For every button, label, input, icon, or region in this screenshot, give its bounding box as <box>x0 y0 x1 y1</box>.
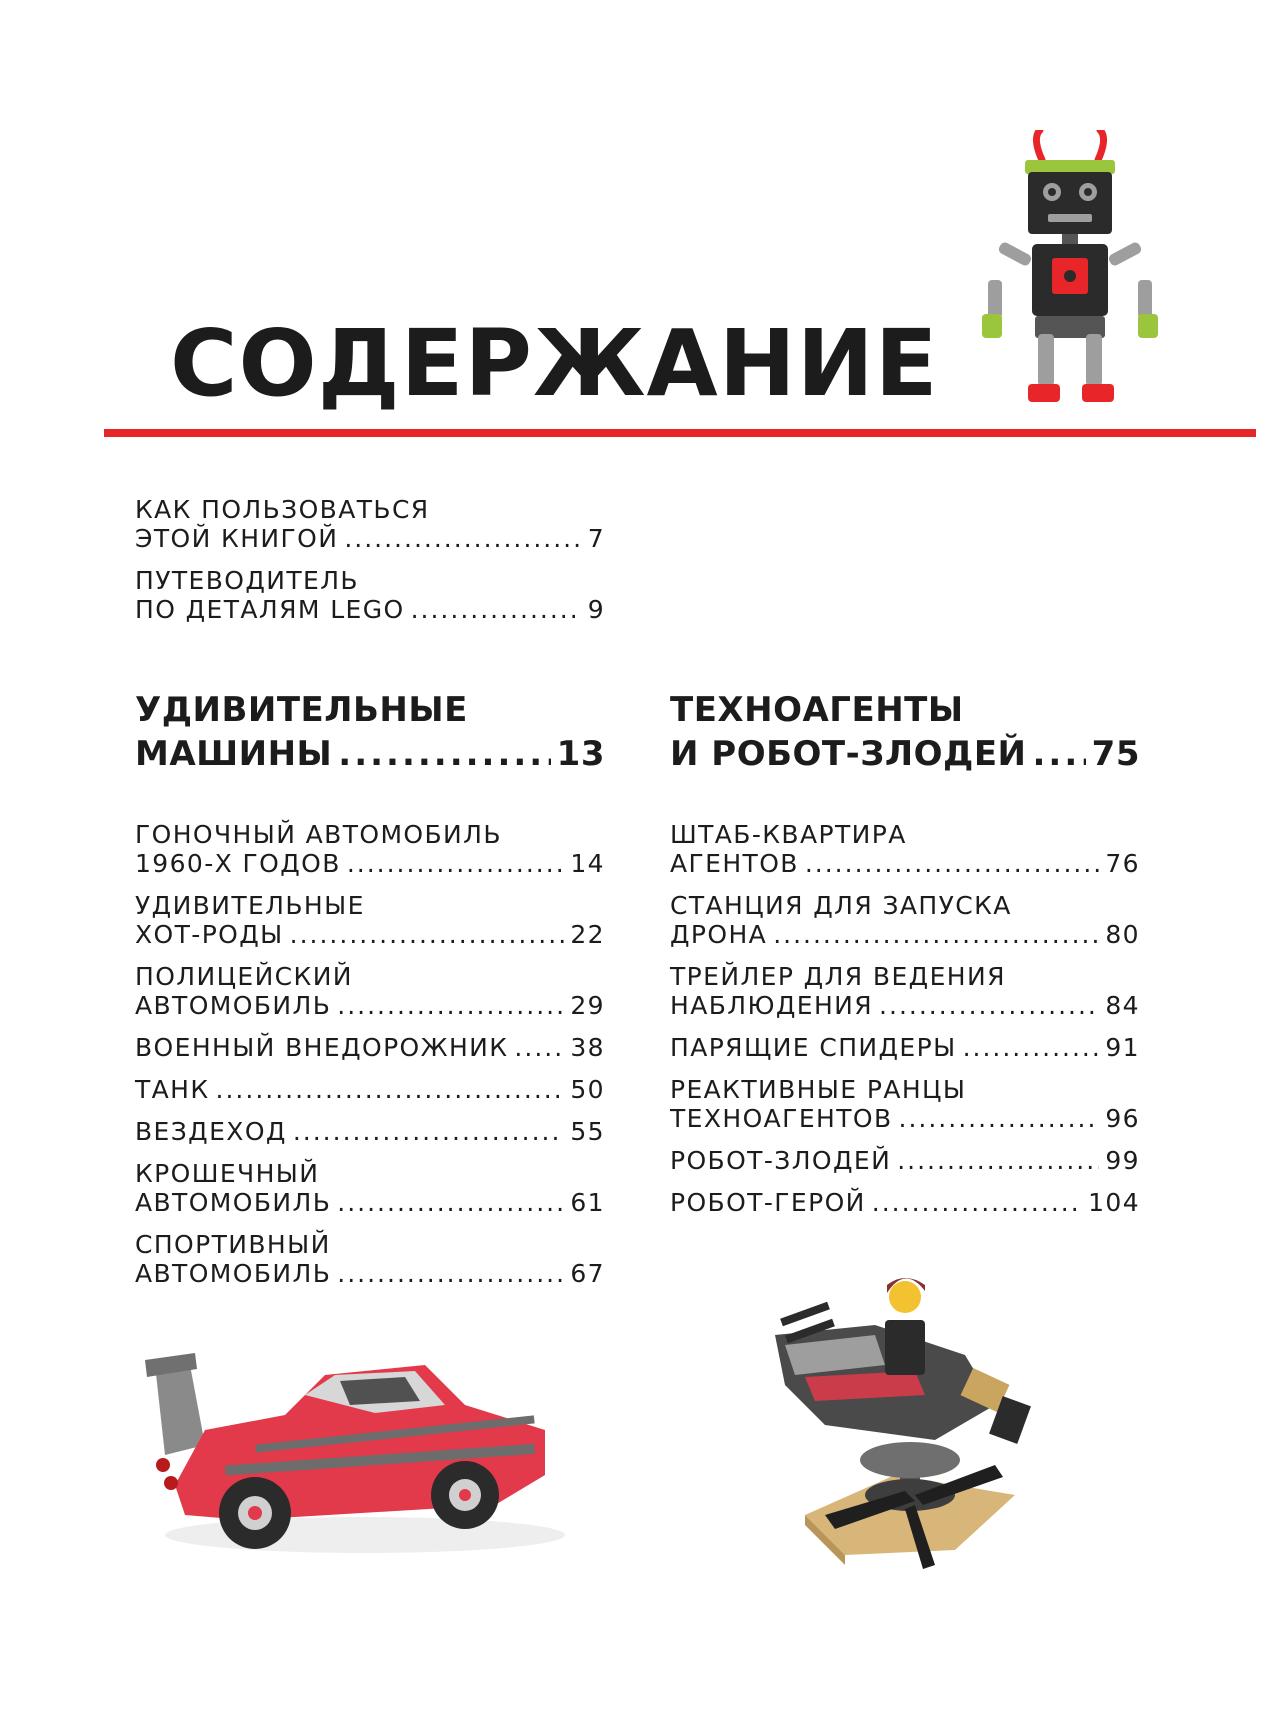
toc-entry-title-line: УДИВИТЕЛЬНЫЕ <box>135 891 365 920</box>
toc-entry-title-line: ПУТЕВОДИТЕЛЬ <box>135 566 359 595</box>
toc-entry-title: РОБОТ-ЗЛОДЕЙ <box>670 1146 892 1175</box>
toc-entry-title: ХОТ-РОДЫ <box>135 920 284 949</box>
page-number: 91 <box>1105 1033 1140 1062</box>
section-page-number: 13 <box>556 734 605 774</box>
toc-entry-title-line: КРОШЕЧНЫЙ <box>135 1159 320 1188</box>
page-number: 55 <box>570 1117 605 1146</box>
dot-leader <box>337 1188 564 1217</box>
toc-entry-title-line: РЕАКТИВНЫЕ РАНЦЫ <box>670 1075 967 1104</box>
page-number: 38 <box>570 1033 605 1062</box>
page-number: 84 <box>1105 991 1140 1020</box>
toc-entry-title-line: КАК ПОЛЬЗОВАТЬСЯ <box>135 495 430 524</box>
toc-entry-title-line: ПОЛИЦЕЙСКИЙ <box>135 962 353 991</box>
toc-entry[interactable] <box>670 820 1140 878</box>
toc-entry[interactable] <box>670 1146 1140 1175</box>
page-number: 14 <box>570 849 605 878</box>
toc-entry-title: ТЕХНОАГЕНТОВ <box>670 1104 893 1133</box>
page-number: 99 <box>1105 1146 1140 1175</box>
page-number: 50 <box>570 1075 605 1104</box>
toc-entry-title: НАБЛЮДЕНИЯ <box>670 991 874 1020</box>
toc-entry[interactable] <box>670 1188 1140 1217</box>
dot-leader <box>411 595 582 624</box>
toc-entry-title: ПАРЯЩИЕ СПИДЕРЫ <box>670 1033 957 1062</box>
dot-leader <box>805 849 1100 878</box>
dot-leader <box>216 1075 565 1104</box>
dot-leader <box>293 1117 565 1146</box>
page-title: СОДЕРЖАНИЕ <box>170 310 939 417</box>
toc-entry-title: АВТОМОБИЛЬ <box>135 991 332 1020</box>
lego-speeder-image <box>765 1265 1075 1575</box>
toc-entry[interactable] <box>135 1159 605 1217</box>
page-number: 76 <box>1105 849 1140 878</box>
section-amazing-machines <box>135 688 605 1301</box>
page-number: 96 <box>1105 1104 1140 1133</box>
section-heading[interactable] <box>670 688 1140 776</box>
section-heading[interactable] <box>135 688 605 776</box>
dot-leader <box>899 1104 1100 1133</box>
toc-entry[interactable] <box>135 1033 605 1062</box>
toc-entry-title: АВТОМОБИЛЬ <box>135 1259 332 1288</box>
section-title-line: ТЕХНОАГЕНТЫ <box>670 690 964 730</box>
toc-entry-title-line: СТАНЦИЯ ДЛЯ ЗАПУСКА <box>670 891 1012 920</box>
dot-leader <box>338 732 550 776</box>
page-number: 22 <box>570 920 605 949</box>
toc-entry[interactable] <box>135 566 605 624</box>
toc-entry-title-line: СПОРТИВНЫЙ <box>135 1230 331 1259</box>
toc-entry[interactable] <box>670 891 1140 949</box>
page-number: 80 <box>1105 920 1140 949</box>
toc-entry-title: ЭТОЙ КНИГОЙ <box>135 524 339 553</box>
dot-leader <box>963 1033 1100 1062</box>
toc-entry[interactable] <box>135 820 605 878</box>
toc-entry[interactable] <box>670 1075 1140 1133</box>
toc-entry[interactable] <box>135 495 605 553</box>
toc-entry-title: АВТОМОБИЛЬ <box>135 1188 332 1217</box>
dot-leader <box>872 1188 1082 1217</box>
dot-leader <box>347 849 565 878</box>
section-title: И РОБОТ-ЗЛОДЕЙ <box>670 734 1027 774</box>
dot-leader <box>897 1146 1099 1175</box>
toc-entry[interactable] <box>135 1075 605 1104</box>
page-number: 7 <box>587 524 605 553</box>
toc-entry-title: ДРОНА <box>670 920 768 949</box>
page-number: 104 <box>1088 1188 1140 1217</box>
toc-entry-title: 1960-Х ГОДОВ <box>135 849 341 878</box>
page-number: 29 <box>570 991 605 1020</box>
lego-race-car-image <box>135 1335 575 1565</box>
dot-leader <box>337 1259 564 1288</box>
toc-entry-title: ВОЕННЫЙ ВНЕДОРОЖНИК <box>135 1033 509 1062</box>
toc-entry-title-line: ГОНОЧНЫЙ АВТОМОБИЛЬ <box>135 820 502 849</box>
toc-entry-title-line: ТРЕЙЛЕР ДЛЯ ВЕДЕНИЯ <box>670 962 1006 991</box>
lego-robot-image <box>980 130 1160 410</box>
dot-leader <box>773 920 1099 949</box>
toc-entry-title: ПО ДЕТАЛЯМ LEGO <box>135 595 405 624</box>
toc-entry-title: РОБОТ-ГЕРОЙ <box>670 1188 866 1217</box>
dot-leader <box>290 920 565 949</box>
toc-entry[interactable] <box>135 891 605 949</box>
intro-list <box>135 495 605 637</box>
toc-entry[interactable] <box>135 1117 605 1146</box>
toc-entry[interactable] <box>670 1033 1140 1062</box>
toc-entry-title: АГЕНТОВ <box>670 849 799 878</box>
page-number: 61 <box>570 1188 605 1217</box>
toc-entry[interactable] <box>135 962 605 1020</box>
toc-entry[interactable] <box>135 1230 605 1288</box>
section-title-line: УДИВИТЕЛЬНЫЕ <box>135 690 468 730</box>
section-title: МАШИНЫ <box>135 734 333 774</box>
section-techno-agents <box>670 688 1140 1230</box>
toc-entry[interactable] <box>670 962 1140 1020</box>
dot-leader <box>344 524 581 553</box>
page-number: 67 <box>570 1259 605 1288</box>
dot-leader <box>1033 732 1086 776</box>
toc-entry-title: ТАНК <box>135 1075 210 1104</box>
toc-entry-title: ВЕЗДЕХОД <box>135 1117 287 1146</box>
section-page-number: 75 <box>1091 734 1140 774</box>
dot-leader <box>514 1033 564 1062</box>
dot-leader <box>337 991 564 1020</box>
page-number: 9 <box>587 595 605 624</box>
dot-leader <box>879 991 1099 1020</box>
title-divider <box>104 429 1256 437</box>
toc-entry-title-line: ШТАБ-КВАРТИРА <box>670 820 907 849</box>
